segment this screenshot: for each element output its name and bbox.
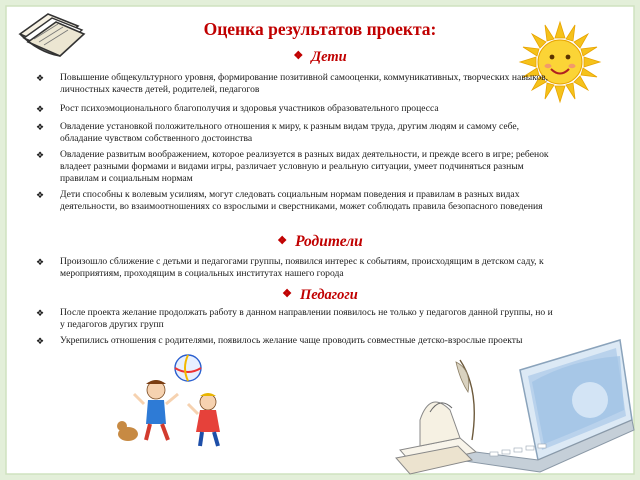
- list-bullet-icon: ❖: [36, 308, 45, 318]
- kids-item-4: Овладение развитым воображением, которое реализуется в разных видах деятельности, и прежде всего в игре; ребенок владеет разными формами и видами игры, различает условную и реальную ситуации, умеет подчиняться разным правилам и социальным нормам: [60, 149, 549, 184]
- parents-item-1: Произошло сближение с детьми и педагогами группы, появился интерес к событиям, происходящим в детском саду, к мероприятиям, проходящим в социальных институтах нашего города: [60, 256, 544, 279]
- list-bullet-icon: ❖: [36, 190, 45, 200]
- section-heading-kids-label: Дети: [311, 49, 347, 65]
- teachers-item-1: После проекта желание продолжать работу в данном направлении появилось не только у педагогов данной группы, но и у педагогов других групп: [60, 307, 553, 330]
- diamond-bullet-icon: ❖: [293, 50, 304, 62]
- diamond-bullet-icon: ❖: [277, 235, 288, 247]
- list-bullet-icon: ❖: [36, 73, 45, 83]
- list-bullet-icon: ❖: [36, 336, 45, 346]
- page-title: Оценка результатов проекта:: [203, 19, 437, 39]
- section-heading-kids: [0, 49, 640, 66]
- section-heading-parents: [0, 233, 640, 251]
- diamond-bullet-icon: ❖: [282, 288, 293, 300]
- list-bullet-icon: ❖: [36, 122, 45, 132]
- list-bullet-icon: ❖: [36, 104, 45, 114]
- section-heading-parents-label: Родители: [295, 233, 363, 250]
- kids-item-3: Овладение установкой положительного отношения к миру, к разным видам труда, другим людям и самому себе, обладание чувством собственного достоинства: [60, 121, 520, 144]
- list-bullet-icon: ❖: [36, 257, 45, 267]
- kids-item-1: Повышение общекультурного уровня, формирование позитивной самооценки, коммуникативных, творческих навыков, личностных качеств детей, родителей, педагогов: [60, 72, 549, 95]
- teachers-item-2: Укрепились отношения с родителями, появилось желание чаще проводить совместные детско-взрослые проекты: [60, 335, 523, 346]
- section-heading-teachers-label: Педагоги: [300, 287, 358, 303]
- kids-item-2: Рост психоэмоционального благополучия и здоровья участников образовательного процесса: [60, 103, 439, 114]
- kids-item-5: Дети способны к волевым усилиям, могут следовать социальным нормам поведения и правилам в разных видах деятельности, во взаимоотношениях со взрослыми и сверстниками, может соблюдать правила безопасного поведения: [60, 189, 543, 212]
- section-heading-teachers: [0, 287, 640, 304]
- list-bullet-icon: ❖: [36, 150, 45, 160]
